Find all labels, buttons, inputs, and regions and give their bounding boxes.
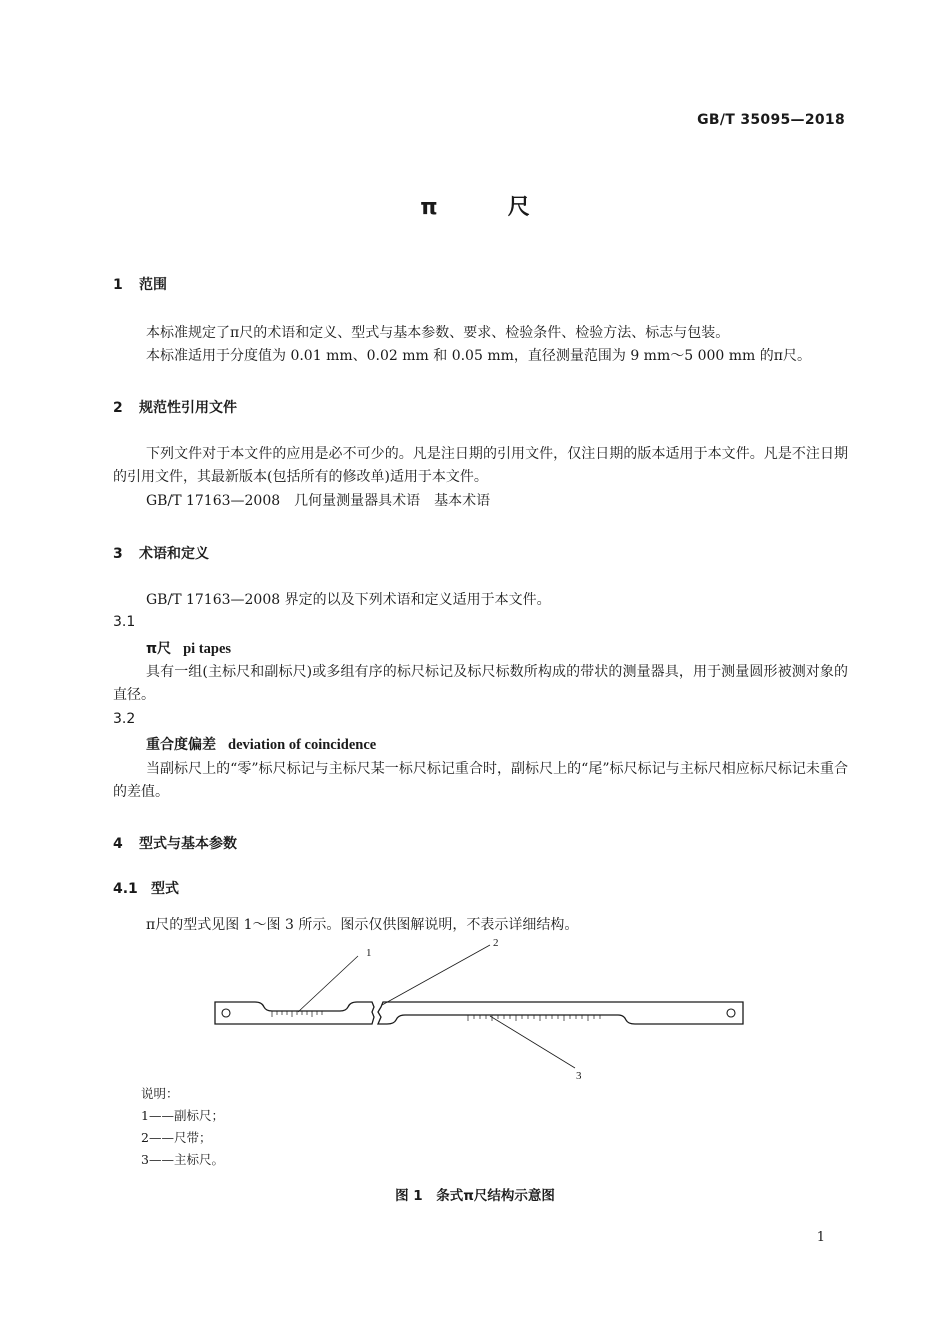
standard-code: GB/T 35095—2018 — [697, 112, 845, 128]
callout-3: 3 — [576, 1070, 582, 1082]
callout-1: 1 — [366, 947, 372, 959]
legend-item-1: 1——副标尺； — [141, 1108, 224, 1123]
section-1-title: 范围 — [139, 277, 167, 293]
section-1-number: 1 — [113, 277, 123, 293]
section-4-1-title: 型式 — [151, 881, 179, 897]
document-title — [0, 190, 950, 221]
section-4-heading — [113, 833, 237, 853]
term-3-1-number: 3.1 — [113, 614, 136, 630]
section-1-heading — [113, 274, 167, 294]
section-3-heading — [113, 543, 209, 563]
leader-line-3 — [490, 1016, 575, 1068]
term-3-2-definition: 当副标尺上的“零”标尺标记与主标尺某一标尺标记重合时，副标尺上的“尾”标尺标记与主标尺相应标尺标记未重合的差值。 — [113, 761, 848, 800]
main-scale-ticks — [468, 1015, 600, 1021]
leader-line-2 — [382, 945, 490, 1005]
section-1-paragraph-1: 本标准规定了π尺的术语和定义、型式与基本参数、要求、检验条件、检验方法、标志与包装。 — [146, 325, 730, 341]
term-3-1-zh: π尺 — [146, 641, 172, 657]
legend-item-3: 3——主标尺。 — [141, 1152, 224, 1167]
term-3-2-zh: 重合度偏差 — [146, 737, 216, 753]
vernier-piece-outline — [215, 1002, 374, 1024]
term-3-2-en: deviation of coincidence — [228, 737, 377, 753]
section-4-number: 4 — [113, 836, 123, 852]
section-2-number: 2 — [113, 400, 123, 416]
term-3-1-name — [146, 638, 231, 658]
title-part-chi: 尺 — [507, 195, 530, 220]
vernier-scale-ticks — [272, 1011, 322, 1017]
pi-tape-figure — [200, 935, 760, 1085]
right-hole-icon — [727, 1009, 735, 1017]
section-4-1-heading — [113, 878, 179, 898]
section-2-title: 规范性引用文件 — [139, 400, 237, 416]
section-2-paragraph-1: 下列文件对于本文件的应用是必不可少的。凡是注日期的引用文件，仅注日期的版本适用于本文件。凡是不注日期的引用文件，其最新版本(包括所有的修改单)适用于本文件。 — [113, 446, 848, 485]
section-3-title: 术语和定义 — [139, 546, 209, 562]
legend-item-2: 2——尺带； — [141, 1130, 212, 1145]
section-3-number: 3 — [113, 546, 123, 562]
section-2-heading — [113, 397, 237, 417]
section-4-1-paragraph: π尺的型式见图 1～图 3 所示。图示仅供图解说明，不表示详细结构。 — [146, 917, 579, 933]
term-3-1-en: pi tapes — [183, 641, 232, 657]
page-number: 1 — [816, 1230, 825, 1245]
section-2-reference: GB/T 17163—2008 几何量测量器具术语 基本术语 — [146, 493, 491, 509]
title-part-pi: π — [420, 195, 438, 220]
leader-line-1 — [298, 956, 358, 1012]
section-1-paragraph-2: 本标准适用于分度值为 0.01 mm、0.02 mm 和 0.05 mm，直径测量范围为 9 mm～5 000 mm 的π尺。 — [146, 348, 811, 364]
term-3-2-number: 3.2 — [113, 711, 136, 727]
tape-outline — [378, 1002, 743, 1024]
legend-title: 说明： — [141, 1086, 179, 1101]
callout-2: 2 — [493, 937, 499, 949]
section-4-title: 型式与基本参数 — [139, 836, 237, 852]
term-3-1-definition: 具有一组(主标尺和副标尺)或多组有序的标尺标记及标尺标数所构成的带状的测量器具，用于测量圆形被测对象的直径。 — [113, 664, 848, 703]
left-hole-icon — [222, 1009, 230, 1017]
section-4-1-number: 4.1 — [113, 881, 138, 897]
figure-caption: 图 1 条式π尺结构示意图 — [395, 1188, 555, 1204]
section-3-intro: GB/T 17163—2008 界定的以及下列术语和定义适用于本文件。 — [146, 592, 551, 608]
term-3-2-name — [146, 734, 376, 754]
